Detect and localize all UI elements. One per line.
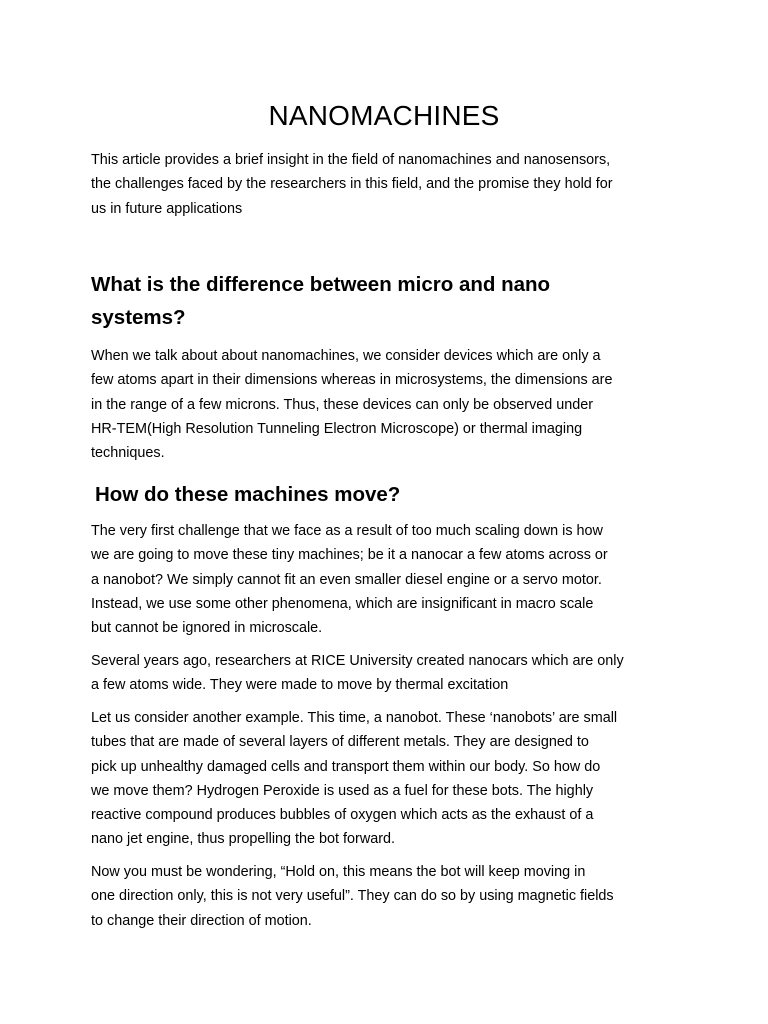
movement-paragraph-1: The very first challenge that we face as a result of too much scaling down is how we are going to move these tiny machines; be it a nanocar a few atoms across or a nanobot? We simply cannot fit an even smaller diesel engine or a servo motor. Instead, we use some other phenomena, which are insignificant in macro scale but cannot be ignored in microscale. [91,523,608,637]
document-title: NANOMACHINES [268,100,500,131]
intro-paragraph: This article provides a brief insight in the field of nanomachines and nanosensors, the challenges faced by the researchers in this field, and the promise they hold for us in future applications [91,152,613,217]
movement-paragraph-3: Let us consider another example. This time, a nanobot. These ‘nanobots’ are small tubes that are made of several layers of different metals. They are designed to pick up unhealthy damaged cells and transport them within our body. So how do we move them? Hydrogen Peroxide is used as a fuel for these bots. The highly reactive compound produces bubbles of oxygen which acts as the exhaust of a nano jet engine, thus propelling the bot forward. [91,710,618,848]
movement-paragraph-2: Several years ago, researchers at RICE University created nanocars which are only a few atoms wide. They were made to move by thermal excitation [91,653,624,694]
section-heading-machine-movement: How do these machines move? [95,483,401,506]
section-paragraph-micro-nano: When we talk about about nanomachines, we consider devices which are only a few atoms apart in their dimensions whereas in microsystems, the dimensions are in the range of a few microns. Thus, these devices can only be observed under HR-TEM(High Resolution Tunneling Electron Microscope) or thermal imaging techniques. [91,348,613,462]
section-heading-micro-nano: What is the difference between micro and nano systems? [91,273,551,329]
movement-paragraph-4: Now you must be wondering, “Hold on, this means the bot will keep moving in one direction only, this is not very useful”. They can do so by using magnetic fields to change their direction of motion. [91,864,614,929]
